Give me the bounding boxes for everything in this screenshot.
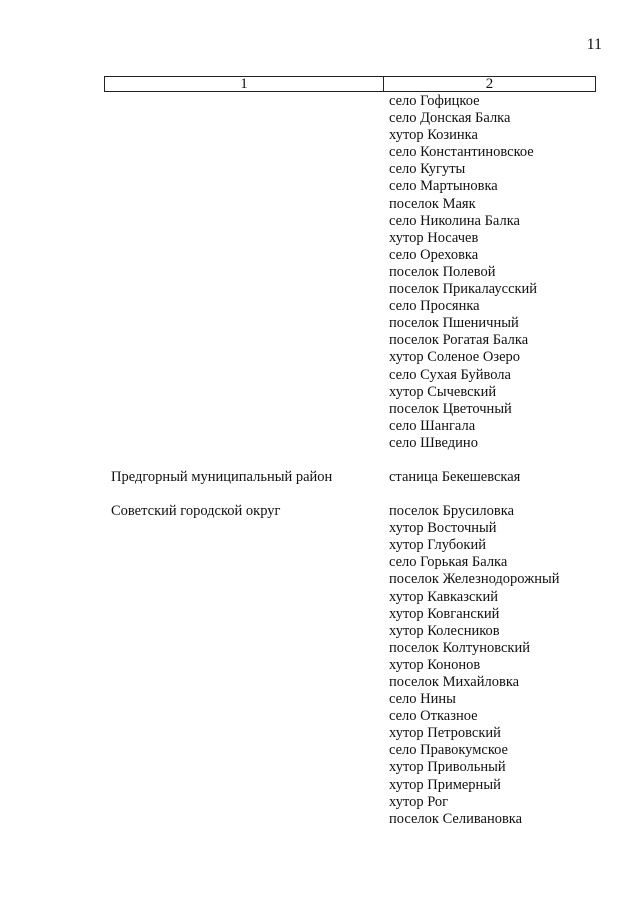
table-row [0,503,640,828]
settlement-item: хутор Петровский [389,725,501,742]
settlement-item: село Константиновское [389,144,534,161]
table-row [0,469,640,486]
settlement-item: поселок Брусиловка [389,503,514,520]
settlement-item: хутор Колесников [389,622,500,639]
settlement-item: хутор Кононов [389,656,481,673]
settlement-list [389,93,537,452]
settlement-item: поселок Михайловка [389,674,520,690]
settlement-item: хутор Восточный [389,520,497,537]
district-name [0,93,389,452]
column-header-2: 2 [485,76,494,92]
settlement-item: село Николина Балка [389,212,520,229]
settlement-item: село Сухая Буйвола [389,366,511,383]
settlement-item: хутор Соленое Озеро [389,349,521,366]
settlement-item: село Нины [389,691,456,708]
settlement-item: село Шведино [389,434,478,451]
settlement-list [389,503,559,828]
settlement-item: поселок Цветочный [389,400,512,417]
settlement-item: хутор Рог [389,793,449,810]
settlement-item: село Шангала [389,417,476,434]
settlement-item: село Гофицкое [389,93,480,109]
page-number: 11 [586,36,602,53]
column-header-1: 1 [105,77,384,91]
district-name: Советский городской округ [111,503,281,520]
settlement-item: село Донская Балка [389,110,511,127]
settlement-item: село Правокумское [389,742,508,759]
settlement-table-body [0,93,640,828]
settlement-item: село Ореховка [389,246,479,263]
settlement-item: станица Бекешевская [389,468,521,485]
settlement-item: хутор Глубокий [389,537,486,554]
settlement-item: село Горькая Балка [389,554,508,571]
settlement-item: хутор Козинка [389,127,478,144]
settlement-item: хутор Кавказский [389,588,498,605]
settlement-item: поселок Пшеничный [389,315,519,332]
district-name: Предгорный муниципальный район [111,468,333,485]
settlement-item: село Мартыновка [389,178,498,195]
settlement-item: поселок Полевой [389,263,496,280]
settlement-item: поселок Селивановка [389,810,523,827]
settlement-item: хутор Сычевский [389,383,497,400]
settlement-item: хутор Привольный [389,759,506,776]
table-header [104,76,596,92]
settlement-item: хутор Ковганский [389,605,500,622]
settlement-item: село Просянка [389,298,480,315]
settlement-item: село Отказное [389,708,478,725]
settlement-item: поселок Маяк [389,195,476,212]
settlement-item: поселок Рогатая Балка [389,332,529,349]
settlement-item: хутор Носачев [389,229,479,246]
settlement-item: поселок Железнодорожный [389,571,560,588]
settlement-item: хутор Примерный [389,776,501,793]
settlement-item: поселок Колтуновский [389,639,530,656]
settlement-item: поселок Прикалаусский [389,281,538,298]
table-row [0,93,640,452]
settlement-list [389,469,520,486]
settlement-item: село Кугуты [389,161,466,178]
